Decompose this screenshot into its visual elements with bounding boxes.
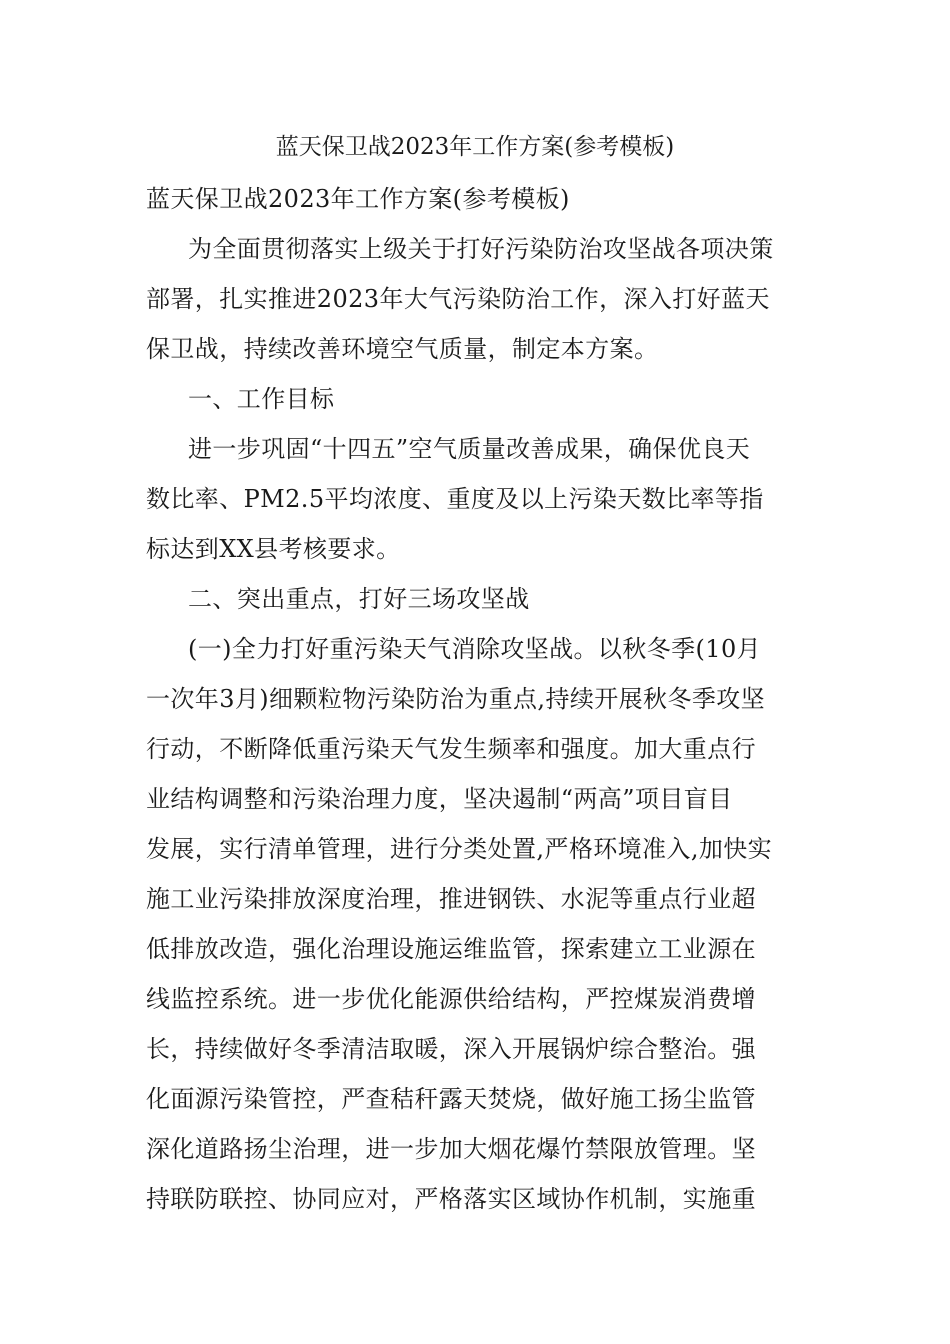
- text-line: 持联防联控、协同应对，严格落实区域协作机制，实施重: [146, 1185, 756, 1213]
- text-line: 一、工作目标: [188, 385, 335, 413]
- document-body: [146, 180, 806, 1230]
- text-line: 数比率、PM2.5平均浓度、重度及以上污染天数比率等指: [146, 485, 764, 513]
- text-line: 保卫战，持续改善环境空气质量，制定本方案。: [146, 335, 659, 363]
- text-line: 二、突出重点，打好三场攻坚战: [188, 585, 530, 613]
- text-line: 标达到XX县考核要求。: [146, 535, 401, 563]
- text-line: 长，持续做好冬季清洁取暖，深入开展锅炉综合整治。强: [146, 1035, 756, 1063]
- text-line: 蓝天保卫战2023年工作方案(参考模板): [146, 185, 570, 213]
- text-line: 部署，扎实推进2023年大气污染防治工作，深入打好蓝天: [146, 285, 770, 313]
- text-line: 为全面贯彻落实上级关于打好污染防治攻坚战各项决策: [188, 235, 774, 263]
- text-line: 发展，实行清单管理，进行分类处置,严格环境准入,加快实: [146, 835, 773, 863]
- text-line: 低排放改造，强化治理设施运维监管，探索建立工业源在: [146, 935, 756, 963]
- text-line: 一次年3月)细颗粒物污染防治为重点,持续开展秋冬季攻坚: [146, 685, 766, 713]
- text-line: 施工业污染排放深度治理，推进钢铁、水泥等重点行业超: [146, 885, 756, 913]
- text-line: 业结构调整和污染治理力度，坚决遏制“两高”项目盲目: [146, 785, 733, 813]
- text-line: 进一步巩固“十四五”空气质量改善成果，确保优良天: [188, 435, 751, 463]
- document-title: 蓝天保卫战2023年工作方案(参考模板): [275, 134, 675, 160]
- text-line: 行动，不断降低重污染天气发生频率和强度。加大重点行: [146, 735, 756, 763]
- text-line: (一)全力打好重污染天气消除攻坚战。以秋冬季(10月: [188, 635, 762, 663]
- text-line: 深化道路扬尘治理，进一步加大烟花爆竹禁限放管理。坚: [146, 1135, 756, 1163]
- text-line: 化面源污染管控，严查秸秆露天焚烧，做好施工扬尘监管: [146, 1085, 756, 1113]
- text-line: 线监控系统。进一步优化能源供给结构，严控煤炭消费增: [146, 985, 756, 1013]
